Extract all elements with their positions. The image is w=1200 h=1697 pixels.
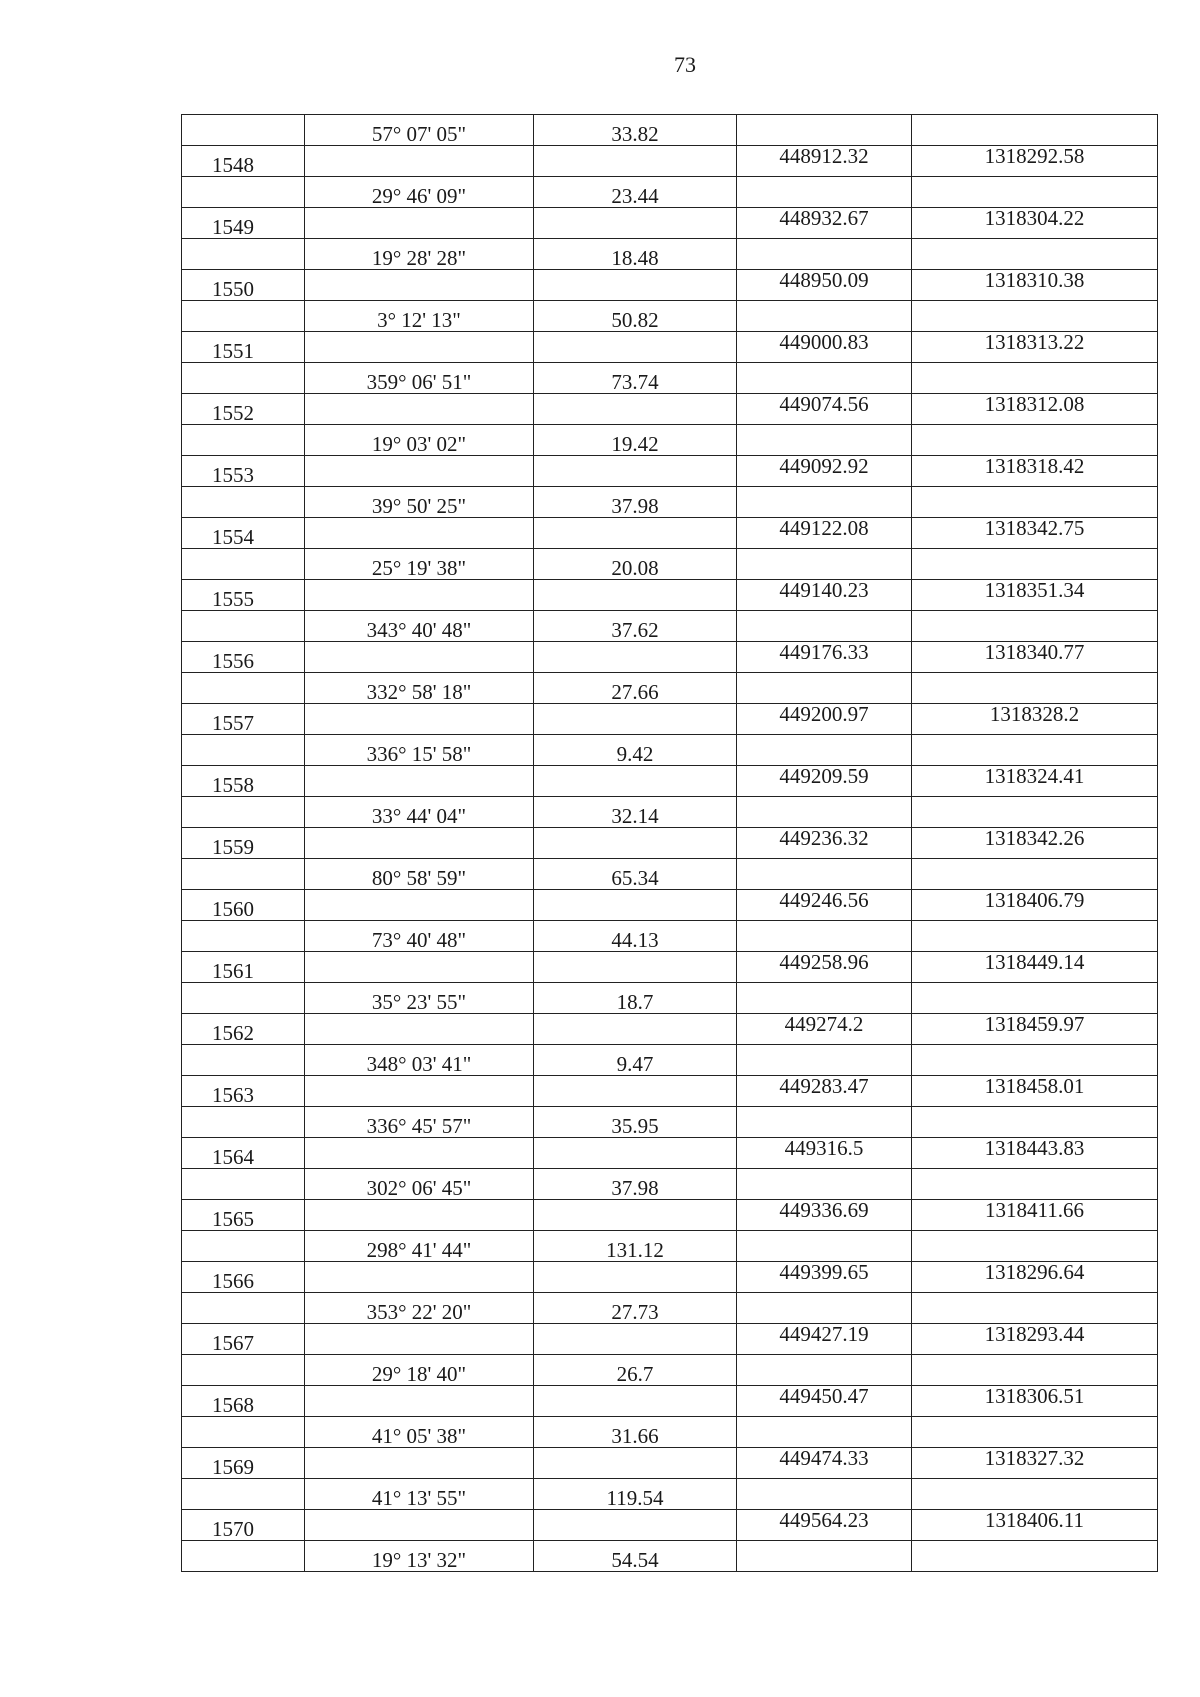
- distance-cell: [534, 146, 737, 177]
- segment-row: [182, 239, 1158, 270]
- point-cell: 1556: [182, 642, 305, 673]
- easting-cell: [737, 487, 912, 518]
- point-row: [182, 1200, 1158, 1231]
- survey-coordinate-table: [181, 114, 1158, 1572]
- point-cell: 1569: [182, 1448, 305, 1479]
- point-cell: 1565: [182, 1200, 305, 1231]
- northing-cell: [912, 425, 1158, 456]
- northing-cell: [912, 1231, 1158, 1262]
- bearing-cell: 41° 13' 55": [305, 1479, 534, 1510]
- distance-cell: [534, 890, 737, 921]
- point-cell: 1558: [182, 766, 305, 797]
- easting-cell: 449316.5: [737, 1138, 912, 1169]
- bearing-cell: 359° 06' 51": [305, 363, 534, 394]
- bearing-cell: [305, 394, 534, 425]
- easting-cell: [737, 797, 912, 828]
- bearing-cell: 73° 40' 48": [305, 921, 534, 952]
- segment-row: [182, 301, 1158, 332]
- bearing-cell: [305, 1138, 534, 1169]
- distance-cell: [534, 1448, 737, 1479]
- northing-cell: [912, 1417, 1158, 1448]
- easting-cell: [737, 1045, 912, 1076]
- point-cell: 1555: [182, 580, 305, 611]
- distance-cell: 54.54: [534, 1541, 737, 1572]
- distance-cell: 37.98: [534, 487, 737, 518]
- point-row: [182, 518, 1158, 549]
- bearing-cell: 25° 19' 38": [305, 549, 534, 580]
- bearing-cell: [305, 1324, 534, 1355]
- easting-cell: [737, 1231, 912, 1262]
- point-cell: [182, 797, 305, 828]
- point-cell: [182, 921, 305, 952]
- distance-cell: 18.48: [534, 239, 737, 270]
- easting-cell: [737, 983, 912, 1014]
- point-row: [182, 1076, 1158, 1107]
- distance-cell: [534, 1014, 737, 1045]
- point-row: [182, 208, 1158, 239]
- bearing-cell: 3° 12' 13": [305, 301, 534, 332]
- easting-cell: [737, 735, 912, 766]
- northing-cell: [912, 673, 1158, 704]
- easting-cell: [737, 921, 912, 952]
- bearing-cell: [305, 828, 534, 859]
- easting-cell: [737, 1293, 912, 1324]
- bearing-cell: 332° 58' 18": [305, 673, 534, 704]
- point-cell: [182, 673, 305, 704]
- point-row: [182, 1386, 1158, 1417]
- point-row: [182, 394, 1158, 425]
- bearing-cell: [305, 1262, 534, 1293]
- point-row: [182, 456, 1158, 487]
- distance-cell: 37.62: [534, 611, 737, 642]
- northing-cell: [912, 363, 1158, 394]
- point-cell: 1561: [182, 952, 305, 983]
- point-cell: 1554: [182, 518, 305, 549]
- distance-cell: [534, 642, 737, 673]
- segment-row: [182, 549, 1158, 580]
- segment-row: [182, 735, 1158, 766]
- northing-cell: 1318327.32: [912, 1448, 1158, 1479]
- distance-cell: 9.42: [534, 735, 737, 766]
- distance-cell: [534, 1076, 737, 1107]
- point-cell: 1550: [182, 270, 305, 301]
- point-cell: [182, 611, 305, 642]
- northing-cell: [912, 1479, 1158, 1510]
- northing-cell: [912, 1045, 1158, 1076]
- northing-cell: 1318458.01: [912, 1076, 1158, 1107]
- distance-cell: [534, 952, 737, 983]
- bearing-cell: [305, 270, 534, 301]
- bearing-cell: 353° 22' 20": [305, 1293, 534, 1324]
- northing-cell: 1318449.14: [912, 952, 1158, 983]
- point-cell: 1551: [182, 332, 305, 363]
- easting-cell: [737, 1107, 912, 1138]
- point-cell: 1557: [182, 704, 305, 735]
- distance-cell: 131.12: [534, 1231, 737, 1262]
- easting-cell: 449450.47: [737, 1386, 912, 1417]
- bearing-cell: 57° 07' 05": [305, 115, 534, 146]
- easting-cell: [737, 425, 912, 456]
- segment-row: [182, 1045, 1158, 1076]
- distance-cell: 32.14: [534, 797, 737, 828]
- point-row: [182, 332, 1158, 363]
- easting-cell: 449122.08: [737, 518, 912, 549]
- easting-cell: 448950.09: [737, 270, 912, 301]
- northing-cell: 1318313.22: [912, 332, 1158, 363]
- segment-row: [182, 1355, 1158, 1386]
- point-cell: [182, 1479, 305, 1510]
- segment-row: [182, 1231, 1158, 1262]
- northing-cell: 1318328.2: [912, 704, 1158, 735]
- bearing-cell: 336° 45' 57": [305, 1107, 534, 1138]
- point-cell: 1562: [182, 1014, 305, 1045]
- northing-cell: 1318312.08: [912, 394, 1158, 425]
- point-cell: [182, 177, 305, 208]
- bearing-cell: [305, 1200, 534, 1231]
- easting-cell: [737, 363, 912, 394]
- distance-cell: [534, 456, 737, 487]
- distance-cell: 27.66: [534, 673, 737, 704]
- easting-cell: 449236.32: [737, 828, 912, 859]
- distance-cell: 18.7: [534, 983, 737, 1014]
- bearing-cell: 39° 50' 25": [305, 487, 534, 518]
- point-row: [182, 1014, 1158, 1045]
- table-body: [182, 115, 1158, 1572]
- northing-cell: [912, 797, 1158, 828]
- northing-cell: 1318342.75: [912, 518, 1158, 549]
- point-cell: [182, 735, 305, 766]
- segment-row: [182, 921, 1158, 952]
- bearing-cell: [305, 518, 534, 549]
- point-cell: 1567: [182, 1324, 305, 1355]
- easting-cell: 448932.67: [737, 208, 912, 239]
- distance-cell: 20.08: [534, 549, 737, 580]
- northing-cell: [912, 115, 1158, 146]
- segment-row: [182, 115, 1158, 146]
- northing-cell: 1318443.83: [912, 1138, 1158, 1169]
- bearing-cell: [305, 766, 534, 797]
- bearing-cell: [305, 890, 534, 921]
- northing-cell: [912, 859, 1158, 890]
- easting-cell: 449427.19: [737, 1324, 912, 1355]
- bearing-cell: [305, 146, 534, 177]
- point-cell: [182, 549, 305, 580]
- easting-cell: 449246.56: [737, 890, 912, 921]
- easting-cell: [737, 301, 912, 332]
- northing-cell: [912, 735, 1158, 766]
- segment-row: [182, 425, 1158, 456]
- point-row: [182, 642, 1158, 673]
- point-cell: 1563: [182, 1076, 305, 1107]
- point-cell: [182, 1355, 305, 1386]
- distance-cell: [534, 1138, 737, 1169]
- distance-cell: 27.73: [534, 1293, 737, 1324]
- point-cell: 1570: [182, 1510, 305, 1541]
- distance-cell: [534, 1200, 737, 1231]
- easting-cell: 448912.32: [737, 146, 912, 177]
- distance-cell: 44.13: [534, 921, 737, 952]
- distance-cell: [534, 332, 737, 363]
- point-cell: [182, 301, 305, 332]
- bearing-cell: 298° 41' 44": [305, 1231, 534, 1262]
- point-cell: [182, 1417, 305, 1448]
- point-cell: [182, 859, 305, 890]
- easting-cell: 449200.97: [737, 704, 912, 735]
- point-cell: [182, 1045, 305, 1076]
- distance-cell: [534, 1510, 737, 1541]
- point-cell: [182, 425, 305, 456]
- point-cell: [182, 487, 305, 518]
- point-cell: [182, 1231, 305, 1262]
- easting-cell: 449000.83: [737, 332, 912, 363]
- northing-cell: 1318306.51: [912, 1386, 1158, 1417]
- northing-cell: [912, 177, 1158, 208]
- distance-cell: [534, 1324, 737, 1355]
- segment-row: [182, 1107, 1158, 1138]
- point-row: [182, 1510, 1158, 1541]
- segment-row: [182, 983, 1158, 1014]
- point-cell: 1568: [182, 1386, 305, 1417]
- northing-cell: 1318459.97: [912, 1014, 1158, 1045]
- distance-cell: 50.82: [534, 301, 737, 332]
- point-row: [182, 704, 1158, 735]
- northing-cell: 1318293.44: [912, 1324, 1158, 1355]
- point-cell: [182, 363, 305, 394]
- point-cell: 1566: [182, 1262, 305, 1293]
- distance-cell: [534, 1262, 737, 1293]
- segment-row: [182, 673, 1158, 704]
- bearing-cell: [305, 332, 534, 363]
- northing-cell: 1318296.64: [912, 1262, 1158, 1293]
- easting-cell: [737, 239, 912, 270]
- northing-cell: 1318292.58: [912, 146, 1158, 177]
- distance-cell: 31.66: [534, 1417, 737, 1448]
- easting-cell: [737, 1417, 912, 1448]
- point-row: [182, 146, 1158, 177]
- easting-cell: 449074.56: [737, 394, 912, 425]
- bearing-cell: [305, 642, 534, 673]
- northing-cell: 1318304.22: [912, 208, 1158, 239]
- northing-cell: 1318310.38: [912, 270, 1158, 301]
- northing-cell: [912, 1541, 1158, 1572]
- distance-cell: [534, 394, 737, 425]
- northing-cell: 1318340.77: [912, 642, 1158, 673]
- distance-cell: [534, 1386, 737, 1417]
- segment-row: [182, 797, 1158, 828]
- segment-row: [182, 1417, 1158, 1448]
- bearing-cell: 19° 13' 32": [305, 1541, 534, 1572]
- easting-cell: 449140.23: [737, 580, 912, 611]
- northing-cell: 1318318.42: [912, 456, 1158, 487]
- bearing-cell: [305, 1386, 534, 1417]
- easting-cell: 449274.2: [737, 1014, 912, 1045]
- point-row: [182, 1448, 1158, 1479]
- bearing-cell: 19° 28' 28": [305, 239, 534, 270]
- easting-cell: [737, 859, 912, 890]
- easting-cell: [737, 1479, 912, 1510]
- segment-row: [182, 1479, 1158, 1510]
- easting-cell: [737, 549, 912, 580]
- easting-cell: 449092.92: [737, 456, 912, 487]
- distance-cell: [534, 704, 737, 735]
- point-row: [182, 766, 1158, 797]
- bearing-cell: [305, 208, 534, 239]
- bearing-cell: 35° 23' 55": [305, 983, 534, 1014]
- easting-cell: [737, 115, 912, 146]
- distance-cell: 19.42: [534, 425, 737, 456]
- distance-cell: [534, 518, 737, 549]
- point-cell: [182, 1107, 305, 1138]
- point-cell: [182, 1169, 305, 1200]
- northing-cell: 1318324.41: [912, 766, 1158, 797]
- bearing-cell: [305, 580, 534, 611]
- easting-cell: 449258.96: [737, 952, 912, 983]
- point-cell: 1552: [182, 394, 305, 425]
- northing-cell: [912, 611, 1158, 642]
- easting-cell: [737, 1355, 912, 1386]
- point-cell: [182, 983, 305, 1014]
- point-row: [182, 580, 1158, 611]
- northing-cell: 1318411.66: [912, 1200, 1158, 1231]
- point-cell: 1549: [182, 208, 305, 239]
- northing-cell: [912, 549, 1158, 580]
- segment-row: [182, 1293, 1158, 1324]
- distance-cell: [534, 766, 737, 797]
- point-row: [182, 270, 1158, 301]
- northing-cell: 1318342.26: [912, 828, 1158, 859]
- easting-cell: [737, 177, 912, 208]
- distance-cell: 33.82: [534, 115, 737, 146]
- northing-cell: [912, 487, 1158, 518]
- bearing-cell: 29° 46' 09": [305, 177, 534, 208]
- northing-cell: [912, 983, 1158, 1014]
- distance-cell: [534, 270, 737, 301]
- point-cell: 1548: [182, 146, 305, 177]
- northing-cell: [912, 1169, 1158, 1200]
- bearing-cell: 80° 58' 59": [305, 859, 534, 890]
- distance-cell: 23.44: [534, 177, 737, 208]
- bearing-cell: 348° 03' 41": [305, 1045, 534, 1076]
- segment-row: [182, 1169, 1158, 1200]
- distance-cell: [534, 828, 737, 859]
- segment-row: [182, 363, 1158, 394]
- point-row: [182, 890, 1158, 921]
- point-cell: 1559: [182, 828, 305, 859]
- point-cell: [182, 239, 305, 270]
- easting-cell: 449283.47: [737, 1076, 912, 1107]
- distance-cell: [534, 208, 737, 239]
- point-cell: 1560: [182, 890, 305, 921]
- bearing-cell: 41° 05' 38": [305, 1417, 534, 1448]
- bearing-cell: 302° 06' 45": [305, 1169, 534, 1200]
- distance-cell: [534, 580, 737, 611]
- bearing-cell: [305, 952, 534, 983]
- point-cell: [182, 115, 305, 146]
- segment-row: [182, 177, 1158, 208]
- easting-cell: 449399.65: [737, 1262, 912, 1293]
- bearing-cell: [305, 1076, 534, 1107]
- easting-cell: 449474.33: [737, 1448, 912, 1479]
- point-row: [182, 1262, 1158, 1293]
- bearing-cell: 19° 03' 02": [305, 425, 534, 456]
- bearing-cell: [305, 704, 534, 735]
- distance-cell: 35.95: [534, 1107, 737, 1138]
- northing-cell: [912, 921, 1158, 952]
- northing-cell: [912, 1355, 1158, 1386]
- easting-cell: 449209.59: [737, 766, 912, 797]
- bearing-cell: 336° 15' 58": [305, 735, 534, 766]
- point-row: [182, 828, 1158, 859]
- northing-cell: [912, 301, 1158, 332]
- easting-cell: [737, 673, 912, 704]
- bearing-cell: 33° 44' 04": [305, 797, 534, 828]
- distance-cell: 119.54: [534, 1479, 737, 1510]
- distance-cell: 37.98: [534, 1169, 737, 1200]
- northing-cell: 1318351.34: [912, 580, 1158, 611]
- northing-cell: 1318406.79: [912, 890, 1158, 921]
- bearing-cell: [305, 456, 534, 487]
- easting-cell: [737, 1169, 912, 1200]
- bearing-cell: [305, 1014, 534, 1045]
- northing-cell: [912, 239, 1158, 270]
- bearing-cell: [305, 1510, 534, 1541]
- segment-row: [182, 1541, 1158, 1572]
- easting-cell: [737, 1541, 912, 1572]
- easting-cell: 449176.33: [737, 642, 912, 673]
- easting-cell: 449336.69: [737, 1200, 912, 1231]
- segment-row: [182, 487, 1158, 518]
- distance-cell: 9.47: [534, 1045, 737, 1076]
- distance-cell: 26.7: [534, 1355, 737, 1386]
- bearing-cell: 343° 40' 48": [305, 611, 534, 642]
- distance-cell: 73.74: [534, 363, 737, 394]
- easting-cell: 449564.23: [737, 1510, 912, 1541]
- easting-cell: [737, 611, 912, 642]
- northing-cell: 1318406.11: [912, 1510, 1158, 1541]
- point-cell: [182, 1541, 305, 1572]
- point-cell: 1564: [182, 1138, 305, 1169]
- distance-cell: 65.34: [534, 859, 737, 890]
- bearing-cell: 29° 18' 40": [305, 1355, 534, 1386]
- point-cell: [182, 1293, 305, 1324]
- point-row: [182, 1138, 1158, 1169]
- point-row: [182, 952, 1158, 983]
- bearing-cell: [305, 1448, 534, 1479]
- northing-cell: [912, 1293, 1158, 1324]
- page-number: 73: [674, 52, 696, 77]
- segment-row: [182, 611, 1158, 642]
- northing-cell: [912, 1107, 1158, 1138]
- segment-row: [182, 859, 1158, 890]
- point-row: [182, 1324, 1158, 1355]
- point-cell: 1553: [182, 456, 305, 487]
